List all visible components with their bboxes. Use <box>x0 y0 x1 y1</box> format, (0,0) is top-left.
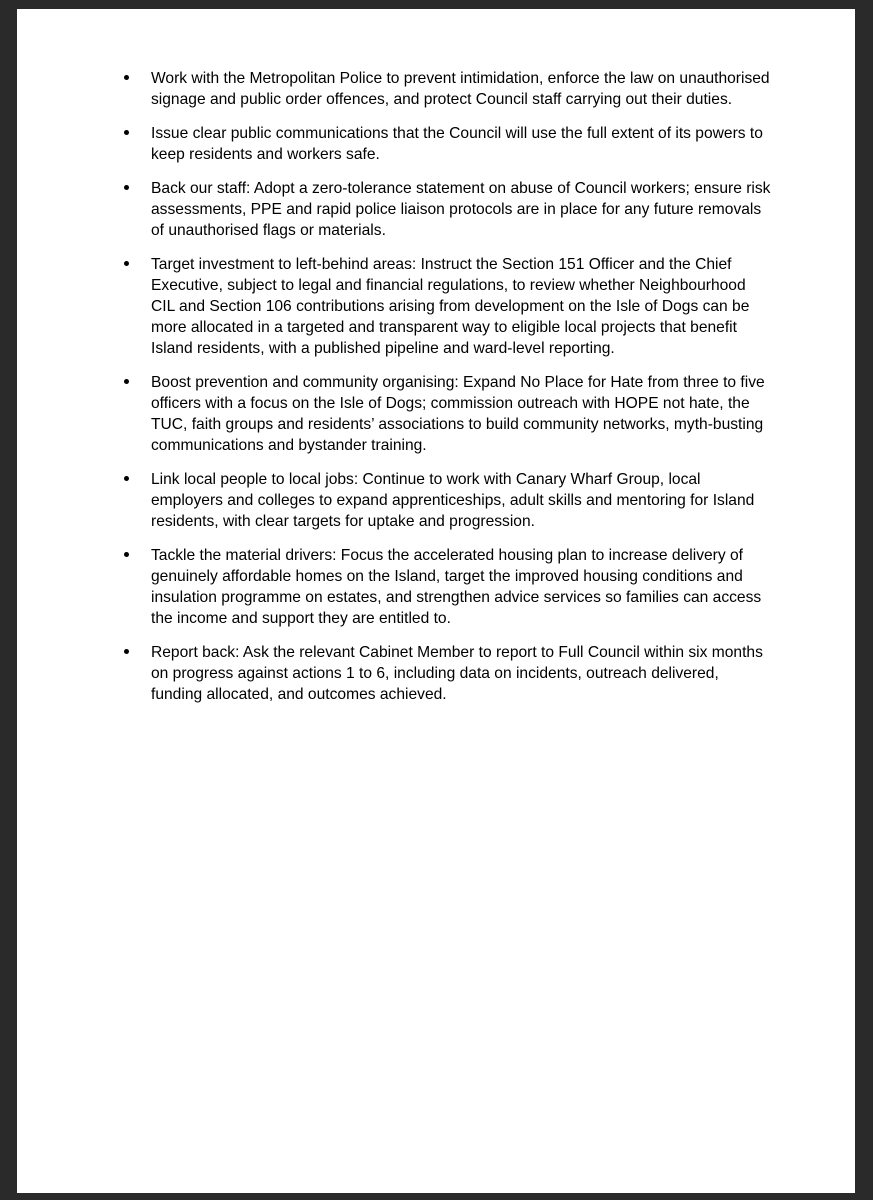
bullet-text: Back our staff: Adopt a zero-tolerance statement on abuse of Council workers; ensure risk assessments, PPE and rapid police liaison protocols are in place for any future removals of unauthorised flags or materials. <box>151 180 771 239</box>
bullet-icon <box>124 379 129 384</box>
bullet-text: Work with the Metropolitan Police to prevent intimidation, enforce the law on unauthorised signage and public order offences, and protect Council staff carrying out their duties. <box>151 70 770 108</box>
list-item <box>17 545 855 629</box>
list-item <box>17 642 855 705</box>
bullet-text: Tackle the material drivers: Focus the accelerated housing plan to increase delivery of genuinely affordable homes on the Island, target the improved housing conditions and insulation programme on estates, and strengthen advice services so families can access the income and support they are entitled to. <box>151 547 762 627</box>
bullet-icon <box>124 552 129 557</box>
bullet-list <box>17 68 855 718</box>
list-item <box>17 469 855 532</box>
bullet-icon <box>124 75 129 80</box>
bullet-text: Link local people to local jobs: Continue to work with Canary Wharf Group, local employers and colleges to expand apprenticeships, adult skills and mentoring for Island residents, with clear targets for uptake and progression. <box>151 471 755 530</box>
bullet-text: Report back: Ask the relevant Cabinet Member to report to Full Council within six months on progress against actions 1 to 6, including data on incidents, outreach delivered, funding allocated, and outcomes achieved. <box>151 644 763 703</box>
bullet-icon <box>124 130 129 135</box>
list-item <box>17 123 855 165</box>
bullet-icon <box>124 185 129 190</box>
list-item <box>17 254 855 359</box>
bullet-icon <box>124 649 129 654</box>
bullet-icon <box>124 476 129 481</box>
bullet-text: Boost prevention and community organising: Expand No Place for Hate from three to five officers with a focus on the Isle of Dogs; commission outreach with HOPE not hate, the TUC, faith groups and residents’ associations to build community networks, myth-busting communications and bystander training. <box>151 374 765 454</box>
document-page <box>17 9 855 1193</box>
bullet-text: Issue clear public communications that the Council will use the full extent of its powers to keep residents and workers safe. <box>151 125 763 163</box>
list-item <box>17 372 855 456</box>
list-item <box>17 68 855 110</box>
list-item <box>17 178 855 241</box>
bullet-text: Target investment to left-behind areas: Instruct the Section 151 Officer and the Chief Executive, subject to legal and financial regulations, to review whether Neighbourhood CIL and Section 106 contributions arising from development on the Isle of Dogs can be more allocated in a targeted and transparent way to eligible local projects that benefit Island residents, with a published pipeline and ward-level reporting. <box>151 256 750 357</box>
bullet-icon <box>124 261 129 266</box>
